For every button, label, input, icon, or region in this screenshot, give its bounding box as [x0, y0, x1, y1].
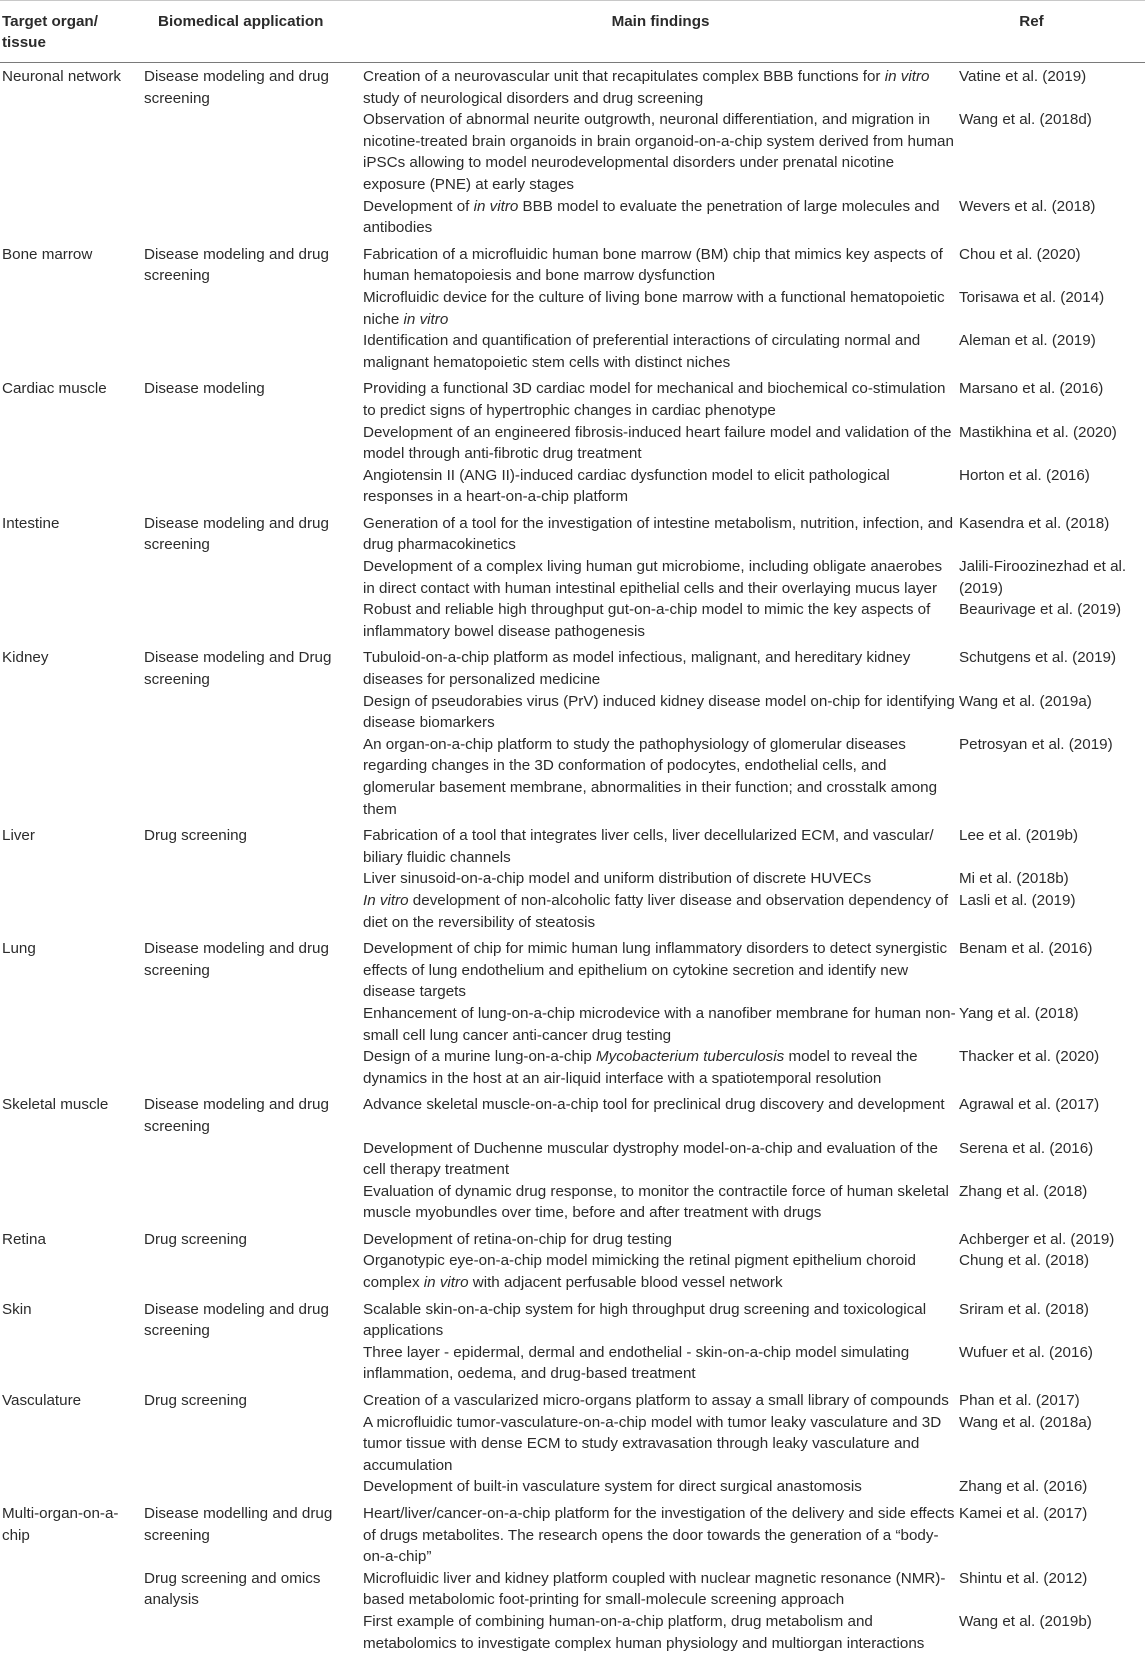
italic-term: in vitro	[474, 198, 519, 215]
finding-cell: Tubuloid-on-a-chip platform as model infectious, malignant, and hereditary kidney diseases for personalized medicine	[363, 642, 958, 690]
finding-cell: In vitro development of non-alcoholic fatty liver disease and observation dependency of diet on the reversibility of steatosis	[363, 890, 958, 933]
table-body	[0, 63, 1145, 1654]
table-row	[0, 1412, 1145, 1477]
ref-cell: Wang et al. (2018d)	[958, 109, 1145, 195]
finding-cell: Organotypic eye-on-a-chip model mimicking the retinal pigment epithelium choroid complex in vitro with adjacent perfusable blood vessel network	[363, 1250, 958, 1293]
table-row	[0, 109, 1145, 195]
finding-cell: Creation of a vascularized micro-organs platform to assay a small library of compounds	[363, 1385, 958, 1412]
header-target-organ: Target organ/ tissue	[0, 1, 143, 63]
organ-cell	[0, 1476, 143, 1498]
ref-cell: Phan et al. (2017)	[958, 1385, 1145, 1412]
table-row	[0, 933, 1145, 1003]
finding-cell: Observation of abnormal neurite outgrowth, neuronal differentiation, and migration in nicotine-treated brain organoids in brain organoid-on-a-chip system derived from human iPSCs allowing to model neurodevelopmental disorders under prenatal nicotine exposure (PNE) at early stages	[363, 109, 958, 195]
table-row	[0, 508, 1145, 556]
organ-cell: Skeletal muscle	[0, 1089, 143, 1137]
header-biomedical-application: Biomedical application	[143, 1, 363, 63]
ref-cell: Horton et al. (2016)	[958, 465, 1145, 508]
finding-cell: Advance skeletal muscle-on-a-chip tool for preclinical drug discovery and development	[363, 1089, 958, 1137]
finding-cell: Microfluidic liver and kidney platform coupled with nuclear magnetic resonance (NMR)-based metabolomic foot-printing for small-molecule screening approach	[363, 1568, 958, 1611]
table-row	[0, 1342, 1145, 1385]
application-cell: Disease modeling and drug screening	[143, 933, 363, 1003]
table-row	[0, 287, 1145, 330]
application-cell	[143, 734, 363, 820]
application-cell	[143, 1412, 363, 1477]
italic-term: in vitro	[424, 1274, 469, 1291]
organ-cell	[0, 890, 143, 933]
ref-cell: Chou et al. (2020)	[958, 239, 1145, 287]
ref-cell: Kasendra et al. (2018)	[958, 508, 1145, 556]
ref-cell: Mastikhina et al. (2020)	[958, 422, 1145, 465]
table-row	[0, 820, 1145, 868]
organ-cell	[0, 1046, 143, 1089]
organ-cell: Kidney	[0, 642, 143, 690]
table-row	[0, 1498, 1145, 1568]
application-cell	[143, 109, 363, 195]
organ-cell	[0, 1181, 143, 1224]
ref-cell: Aleman et al. (2019)	[958, 330, 1145, 373]
organ-cell	[0, 1568, 143, 1611]
finding-cell: Identification and quantification of preferential interactions of circulating normal and malignant hematopoietic stem cells with distinct niches	[363, 330, 958, 373]
finding-cell: Heart/liver/cancer-on-a-chip platform for the investigation of the delivery and side effects of drugs metabolites. The research opens the door towards the generation of a “body-on-a-chip”	[363, 1498, 958, 1568]
table-row	[0, 373, 1145, 421]
application-cell: Drug screening and omics analysis	[143, 1568, 363, 1611]
table-row	[0, 196, 1145, 239]
application-cell	[143, 330, 363, 373]
table-row	[0, 422, 1145, 465]
header-row	[0, 1, 1145, 63]
ref-cell: Sriram et al. (2018)	[958, 1294, 1145, 1342]
table-row	[0, 868, 1145, 890]
organ-cell: Bone marrow	[0, 239, 143, 287]
application-cell	[143, 287, 363, 330]
table-row	[0, 63, 1145, 110]
table-row	[0, 465, 1145, 508]
ref-cell: Jalili-Firoozinezhad et al. (2019)	[958, 556, 1145, 599]
ref-cell: Chung et al. (2018)	[958, 1250, 1145, 1293]
ref-cell: Torisawa et al. (2014)	[958, 287, 1145, 330]
table-row	[0, 890, 1145, 933]
ref-cell: Agrawal et al. (2017)	[958, 1089, 1145, 1137]
application-cell	[143, 1181, 363, 1224]
organ-cell	[0, 1342, 143, 1385]
ref-cell: Wang et al. (2018a)	[958, 1412, 1145, 1477]
ref-cell: Schutgens et al. (2019)	[958, 642, 1145, 690]
finding-cell: Development of in vitro BBB model to evaluate the penetration of large molecules and antibodies	[363, 196, 958, 239]
application-cell: Disease modeling and drug screening	[143, 508, 363, 556]
finding-cell: An organ-on-a-chip platform to study the pathophysiology of glomerular diseases regarding changes in the 3D conformation of podocytes, endothelial cells, and glomerular basement membrane, abnormalities in their function; and crosstalk among them	[363, 734, 958, 820]
ref-cell: Beaurivage et al. (2019)	[958, 599, 1145, 642]
organ-cell: Vasculature	[0, 1385, 143, 1412]
application-cell: Disease modelling and drug screening	[143, 1498, 363, 1568]
application-cell	[143, 1138, 363, 1181]
ref-cell: Serena et al. (2016)	[958, 1138, 1145, 1181]
ref-cell: Benam et al. (2016)	[958, 933, 1145, 1003]
ref-cell: Wang et al. (2019b)	[958, 1611, 1145, 1654]
table-row	[0, 1476, 1145, 1498]
finding-cell: Fabrication of a microfluidic human bone marrow (BM) chip that mimics key aspects of human hematopoiesis and bone marrow dysfunction	[363, 239, 958, 287]
organ-cell	[0, 734, 143, 820]
application-cell	[143, 1003, 363, 1046]
organ-cell	[0, 196, 143, 239]
finding-cell: Design of pseudorabies virus (PrV) induced kidney disease model on-chip for identifying disease biomarkers	[363, 691, 958, 734]
finding-cell: Robust and reliable high throughput gut-on-a-chip model to mimic the key aspects of inflammatory bowel disease pathogenesis	[363, 599, 958, 642]
application-cell: Disease modeling	[143, 373, 363, 421]
table-row	[0, 330, 1145, 373]
italic-term: in vitro	[885, 68, 930, 85]
organ-cell	[0, 599, 143, 642]
finding-cell: Design of a murine lung-on-a-chip Mycobacterium tuberculosis model to reveal the dynamics in the host at an air-liquid interface with a spatiotemporal resolution	[363, 1046, 958, 1089]
finding-cell: Enhancement of lung-on-a-chip microdevice with a nanofiber membrane for human non-small cell lung cancer anti-cancer drug testing	[363, 1003, 958, 1046]
application-cell	[143, 1476, 363, 1498]
ref-cell: Lee et al. (2019b)	[958, 820, 1145, 868]
finding-cell: Fabrication of a tool that integrates liver cells, liver decellularized ECM, and vascular/ biliary fluidic channels	[363, 820, 958, 868]
application-cell	[143, 1611, 363, 1654]
ref-cell: Wevers et al. (2018)	[958, 196, 1145, 239]
finding-cell: Microfluidic device for the culture of living bone marrow with a functional hematopoietic niche in vitro	[363, 287, 958, 330]
application-cell: Disease modeling and drug screening	[143, 239, 363, 287]
application-cell	[143, 1342, 363, 1385]
organ-cell	[0, 422, 143, 465]
table-row	[0, 1089, 1145, 1137]
italic-term: Mycobacterium tuberculosis	[596, 1048, 784, 1065]
finding-cell: Generation of a tool for the investigation of intestine metabolism, nutrition, infection, and drug pharmacokinetics	[363, 508, 958, 556]
organ-cell: Liver	[0, 820, 143, 868]
application-cell	[143, 1046, 363, 1089]
ref-cell: Wufuer et al. (2016)	[958, 1342, 1145, 1385]
table-row	[0, 1294, 1145, 1342]
italic-term: in vitro	[404, 311, 449, 328]
application-cell	[143, 196, 363, 239]
application-cell: Drug screening	[143, 820, 363, 868]
finding-cell: Development of chip for mimic human lung inflammatory disorders to detect synergistic effects of lung endothelium and epithelium on cytokine secretion and identify new disease targets	[363, 933, 958, 1003]
application-cell	[143, 465, 363, 508]
table-row	[0, 1611, 1145, 1654]
application-cell	[143, 599, 363, 642]
table-row	[0, 1385, 1145, 1412]
organ-cell: Intestine	[0, 508, 143, 556]
finding-cell: Development of retina-on-chip for drug testing	[363, 1224, 958, 1251]
ref-cell: Shintu et al. (2012)	[958, 1568, 1145, 1611]
finding-cell: Development of Duchenne muscular dystrophy model-on-a-chip and evaluation of the cell therapy treatment	[363, 1138, 958, 1181]
ref-cell: Achberger et al. (2019)	[958, 1224, 1145, 1251]
organ-cell: Retina	[0, 1224, 143, 1251]
table-row	[0, 642, 1145, 690]
organ-cell	[0, 109, 143, 195]
organ-cell: Cardiac muscle	[0, 373, 143, 421]
application-cell: Drug screening	[143, 1224, 363, 1251]
application-cell	[143, 868, 363, 890]
table-row	[0, 1224, 1145, 1251]
finding-cell: Development of built-in vasculature system for direct surgical anastomosis	[363, 1476, 958, 1498]
finding-cell: Development of an engineered fibrosis-induced heart failure model and validation of the model through anti-fibrotic drug treatment	[363, 422, 958, 465]
table-row	[0, 239, 1145, 287]
ref-cell: Lasli et al. (2019)	[958, 890, 1145, 933]
ref-cell: Wang et al. (2019a)	[958, 691, 1145, 734]
table-row	[0, 1003, 1145, 1046]
finding-cell: Liver sinusoid-on-a-chip model and uniform distribution of discrete HUVECs	[363, 868, 958, 890]
organ-cell	[0, 465, 143, 508]
application-cell: Disease modeling and Drug screening	[143, 642, 363, 690]
ref-cell: Zhang et al. (2016)	[958, 1476, 1145, 1498]
organ-cell	[0, 330, 143, 373]
finding-cell: Creation of a neurovascular unit that recapitulates complex BBB functions for in vitro study of neurological disorders and drug screening	[363, 63, 958, 110]
application-cell: Disease modeling and drug screening	[143, 1294, 363, 1342]
application-cell: Disease modeling and drug screening	[143, 63, 363, 110]
header-main-findings: Main findings	[363, 1, 958, 63]
organ-cell: Skin	[0, 1294, 143, 1342]
application-cell	[143, 890, 363, 933]
table-row	[0, 1250, 1145, 1293]
organ-cell	[0, 1412, 143, 1477]
application-cell: Disease modeling and drug screening	[143, 1089, 363, 1137]
finding-cell: Angiotensin II (ANG II)-induced cardiac dysfunction model to elicit pathological responses in a heart-on-a-chip platform	[363, 465, 958, 508]
ref-cell: Marsano et al. (2016)	[958, 373, 1145, 421]
ref-cell: Mi et al. (2018b)	[958, 868, 1145, 890]
header-ref: Ref	[958, 1, 1145, 63]
organ-cell	[0, 556, 143, 599]
ref-cell: Vatine et al. (2019)	[958, 63, 1145, 110]
finding-cell: A microfluidic tumor-vasculature-on-a-chip model with tumor leaky vasculature and 3D tumor tissue with dense ECM to study extravasation through leaky vasculature and accumulation	[363, 1412, 958, 1477]
table-row	[0, 1046, 1145, 1089]
organ-cell: Neuronal network	[0, 63, 143, 110]
ref-cell: Yang et al. (2018)	[958, 1003, 1145, 1046]
table-row	[0, 1568, 1145, 1611]
ref-cell: Zhang et al. (2018)	[958, 1181, 1145, 1224]
organ-cell	[0, 868, 143, 890]
organ-cell	[0, 1003, 143, 1046]
ref-cell: Kamei et al. (2017)	[958, 1498, 1145, 1568]
application-cell: Drug screening	[143, 1385, 363, 1412]
application-cell	[143, 1250, 363, 1293]
organ-cell: Multi-organ-on-a-chip	[0, 1498, 143, 1568]
table-row	[0, 691, 1145, 734]
finding-cell: Three layer - epidermal, dermal and endothelial - skin-on-a-chip model simulating inflammation, oedema, and drug-based treatment	[363, 1342, 958, 1385]
finding-cell: First example of combining human-on-a-chip platform, drug metabolism and metabolomics to investigate complex human physiology and multiorgan interactions	[363, 1611, 958, 1654]
application-cell	[143, 556, 363, 599]
application-cell	[143, 691, 363, 734]
organ-cell	[0, 1611, 143, 1654]
finding-cell: Development of a complex living human gut microbiome, including obligate anaerobes in direct contact with human intestinal epithelial cells and their overlaying mucus layer	[363, 556, 958, 599]
table-row	[0, 1138, 1145, 1181]
table-row	[0, 1181, 1145, 1224]
ref-cell: Thacker et al. (2020)	[958, 1046, 1145, 1089]
organ-cell	[0, 1250, 143, 1293]
table-row	[0, 556, 1145, 599]
organ-cell	[0, 691, 143, 734]
organ-cell	[0, 1138, 143, 1181]
finding-cell: Scalable skin-on-a-chip system for high throughput drug screening and toxicological applications	[363, 1294, 958, 1342]
table-row	[0, 734, 1145, 820]
ref-cell: Petrosyan et al. (2019)	[958, 734, 1145, 820]
application-cell	[143, 422, 363, 465]
italic-term: In vitro	[363, 892, 409, 909]
organ-cell: Lung	[0, 933, 143, 1003]
finding-cell: Providing a functional 3D cardiac model for mechanical and biochemical co-stimulation to predict signs of hypertrophic changes in cardiac phenotype	[363, 373, 958, 421]
table-row	[0, 599, 1145, 642]
organ-cell	[0, 287, 143, 330]
finding-cell: Evaluation of dynamic drug response, to monitor the contractile force of human skeletal muscle myobundles over time, before and after treatment with drugs	[363, 1181, 958, 1224]
